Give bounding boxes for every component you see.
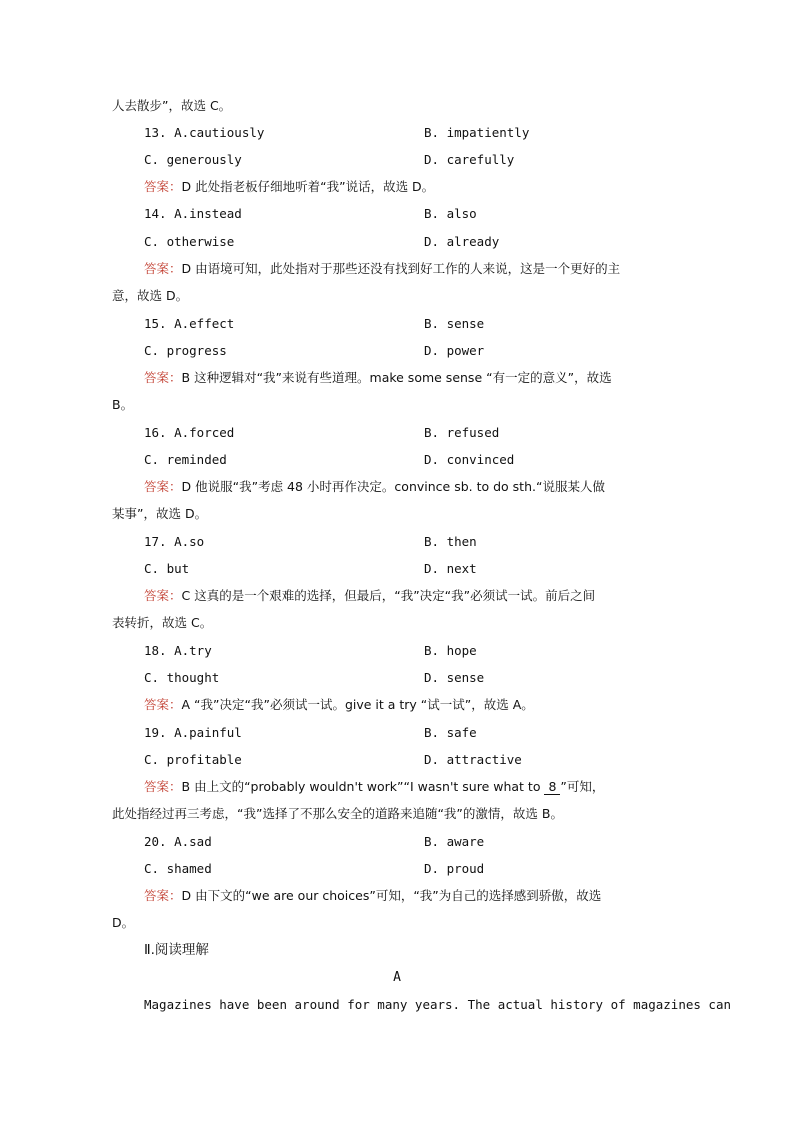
- text-line: 人去散步”，故选 C。: [112, 98, 232, 113]
- answer-19-continued: 此处指经过再三考虑，“我”选择了不那么安全的道路来追随“我”的激情，故选 B。: [112, 806, 563, 821]
- section-heading: Ⅱ.阅读理解: [144, 942, 209, 958]
- option-17-a: 17. A.so: [144, 534, 205, 549]
- option-14-a: 14. A.instead: [144, 206, 242, 221]
- option-16-c: C. reminded: [144, 452, 227, 467]
- option-17-c: C. but: [144, 561, 190, 576]
- option-15-b: B. sense: [424, 316, 485, 331]
- answer-text-end: ”可知，: [560, 779, 605, 794]
- answer-13: [144, 173, 684, 200]
- answer-16-continued: 某事”，故选 D。: [112, 506, 208, 521]
- option-13-a: 13. A.cautiously: [144, 125, 265, 140]
- option-17-b: B. then: [424, 534, 477, 549]
- option-20-d: D. proud: [424, 861, 485, 876]
- option-19-b: B. safe: [424, 725, 477, 740]
- answer-text: D 由语境可知，此处指对于那些还没有找到好工作的人来说，这是一个更好的主: [181, 261, 621, 276]
- answer-18: [144, 691, 684, 718]
- answer-label: 答案：: [144, 370, 182, 385]
- option-19-a: 19. A.painful: [144, 725, 242, 740]
- option-15-d: D. power: [424, 343, 485, 358]
- passage-label: A: [393, 970, 401, 985]
- option-16-a: 16. A.forced: [144, 425, 235, 440]
- answer-label: 答案：: [144, 588, 182, 603]
- answer-17-continued: 表转折，故选 C。: [112, 615, 213, 630]
- option-18-a: 18. A.try: [144, 643, 212, 658]
- answer-label: 答案：: [144, 888, 182, 903]
- answer-label: 答案：: [144, 697, 182, 712]
- option-19-d: D. attractive: [424, 752, 522, 767]
- answer-label: 答案：: [144, 179, 182, 194]
- answer-blank: 8: [544, 780, 560, 795]
- answer-text: D 此处指老板仔细地听着“我”说话，故选 D。: [181, 179, 435, 194]
- option-18-c: C. thought: [144, 670, 220, 685]
- answer-20-continued: D。: [112, 915, 135, 930]
- option-16-d: D. convinced: [424, 452, 515, 467]
- option-14-d: D. already: [424, 234, 500, 249]
- answer-19: [144, 773, 684, 800]
- option-14-b: B. also: [424, 206, 477, 221]
- answer-label: 答案：: [144, 261, 182, 276]
- option-18-b: B. hope: [424, 643, 477, 658]
- option-20-c: C. shamed: [144, 861, 212, 876]
- option-20-a: 20. A.sad: [144, 834, 212, 849]
- answer-17: [144, 582, 684, 609]
- answer-14: [144, 255, 684, 282]
- option-18-d: D. sense: [424, 670, 485, 685]
- answer-20: [144, 882, 684, 909]
- answer-text: B 由上文的“probably wouldn't work”“I wasn't sure what to: [181, 779, 545, 794]
- option-20-b: B. aware: [424, 834, 485, 849]
- option-15-c: C. progress: [144, 343, 227, 358]
- option-13-b: B. impatiently: [424, 125, 530, 140]
- answer-text: D 由下文的“we are our choices”可知，“我”为自己的选择感到骄傲，故选: [181, 888, 602, 903]
- option-13-d: D. carefully: [424, 152, 515, 167]
- option-17-d: D. next: [424, 561, 477, 576]
- answer-text: B 这种逻辑对“我”来说有些道理。make some sense “有一定的意义”，故选: [181, 370, 612, 385]
- option-14-c: C. otherwise: [144, 234, 235, 249]
- answer-text: A “我”决定“我”必须试一试。give it a try “试一试”，故选 A。: [181, 697, 534, 712]
- answer-text: C 这真的是一个艰难的选择，但最后，“我”决定“我”必须试一试。前后之间: [181, 588, 596, 603]
- answer-16: [144, 473, 684, 500]
- option-13-c: C. generously: [144, 152, 242, 167]
- answer-15-continued: B。: [112, 397, 134, 412]
- answer-label: 答案：: [144, 779, 182, 794]
- passage-text: Magazines have been around for many years. The actual history of magazines can: [144, 997, 731, 1012]
- option-16-b: B. refused: [424, 425, 500, 440]
- option-19-c: C. profitable: [144, 752, 242, 767]
- answer-text: D 他说服“我”考虑 48 小时再作决定。convince sb. to do sth.“说服某人做: [181, 479, 605, 494]
- answer-label: 答案：: [144, 479, 182, 494]
- option-15-a: 15. A.effect: [144, 316, 235, 331]
- answer-15: [144, 364, 684, 391]
- answer-14-continued: 意，故选 D。: [112, 288, 189, 303]
